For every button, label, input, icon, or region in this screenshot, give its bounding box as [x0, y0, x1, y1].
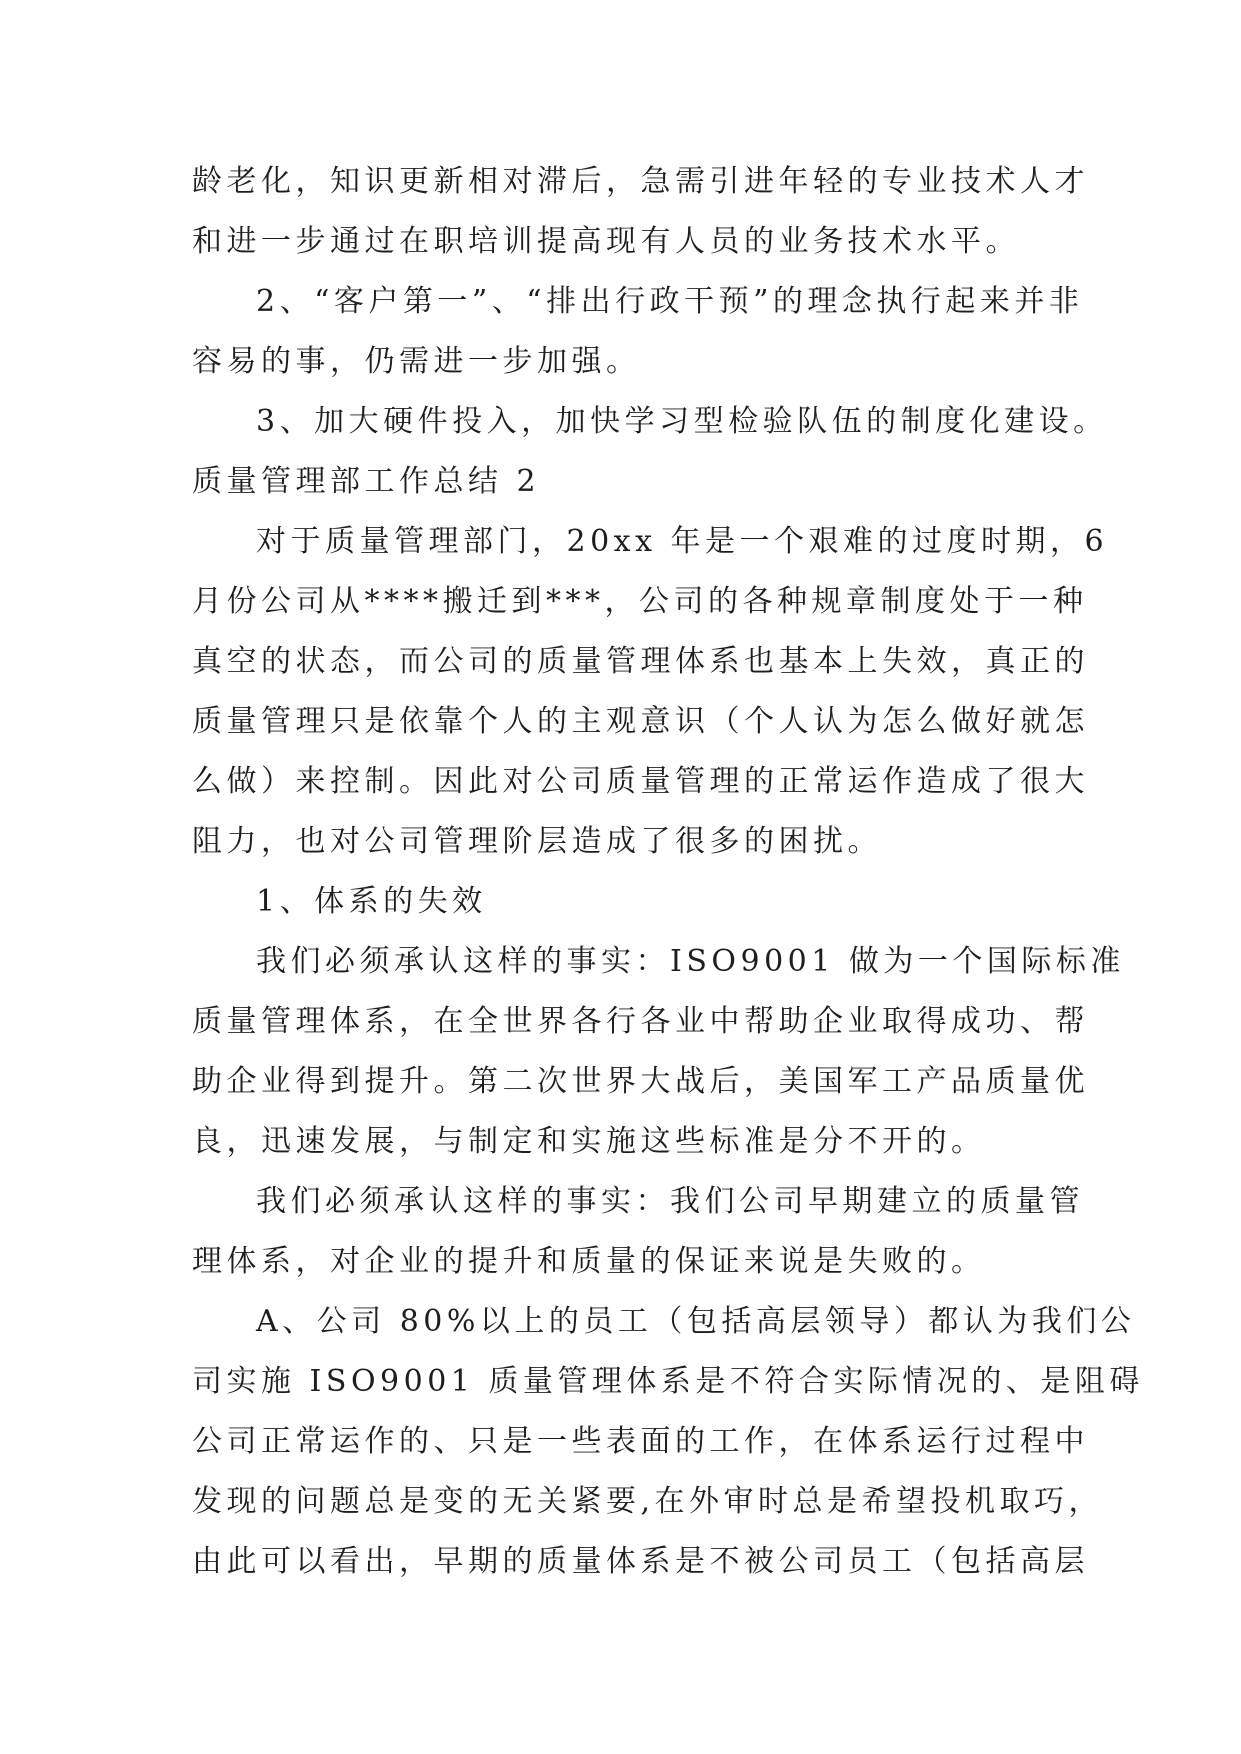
text-line: 容易的事，仍需进一步加强。: [192, 344, 641, 379]
text-line: 良，迅速发展，与制定和实施这些标准是分不开的。: [192, 1124, 986, 1159]
text-line: A、公司 80%以上的员工（包括高层领导）都认为我们公: [256, 1304, 1136, 1339]
text-line: 助企业得到提升。第二次世界大战后，美国军工产品质量优: [192, 1064, 1089, 1099]
section-heading: 质量管理部工作总结 2: [192, 464, 541, 499]
text-line: 司实施 ISO9001 质量管理体系是不符合实际情况的、是阻碍: [192, 1364, 1144, 1399]
subsection-heading: 1、体系的失效: [256, 884, 487, 919]
text-line: 月份公司从****搬迁到***，公司的各种规章制度处于一种: [192, 584, 1088, 619]
text-line: 由此可以看出，早期的质量体系是不被公司员工（包括高层: [192, 1544, 1089, 1579]
text-line: 发现的问题总是变的无关紧要,在外审时总是希望投机取巧，: [192, 1484, 1104, 1519]
text-line: 我们必须承认这样的事实：ISO9001 做为一个国际标准: [256, 944, 1125, 979]
text-line: 理体系，对企业的提升和质量的保证来说是失败的。: [192, 1244, 986, 1279]
text-line: 和进一步通过在职培训提高现有人员的业务技术水平。: [192, 224, 1020, 259]
text-line: 么做）来控制。因此对公司质量管理的正常运作造成了很大: [192, 764, 1089, 799]
text-line: 龄老化，知识更新相对滞后，急需引进年轻的专业技术人才: [192, 164, 1089, 199]
text-line: 真空的状态，而公司的质量管理体系也基本上失效，真正的: [192, 644, 1089, 679]
text-line: 质量管理体系，在全世界各行各业中帮助企业取得成功、帮: [192, 1004, 1089, 1039]
text-line: 公司正常运作的、只是一些表面的工作，在体系运行过程中: [192, 1424, 1089, 1459]
document-body: [192, 152, 1144, 1592]
text-line: 2、“客户第一”、“排出行政干预”的理念执行起来并非: [256, 284, 1084, 319]
text-line: 3、加大硬件投入，加快学习型检验队伍的制度化建设。: [256, 404, 1108, 439]
text-line: 对于质量管理部门，20xx 年是一个艰难的过度时期，6: [256, 524, 1109, 559]
text-line: 我们必须承认这样的事实：我们公司早期建立的质量管: [256, 1184, 1084, 1219]
text-line: 阻力，也对公司管理阶层造成了很多的困扰。: [192, 824, 882, 859]
text-line: 质量管理只是依靠个人的主观意识（个人认为怎么做好就怎: [192, 704, 1089, 739]
